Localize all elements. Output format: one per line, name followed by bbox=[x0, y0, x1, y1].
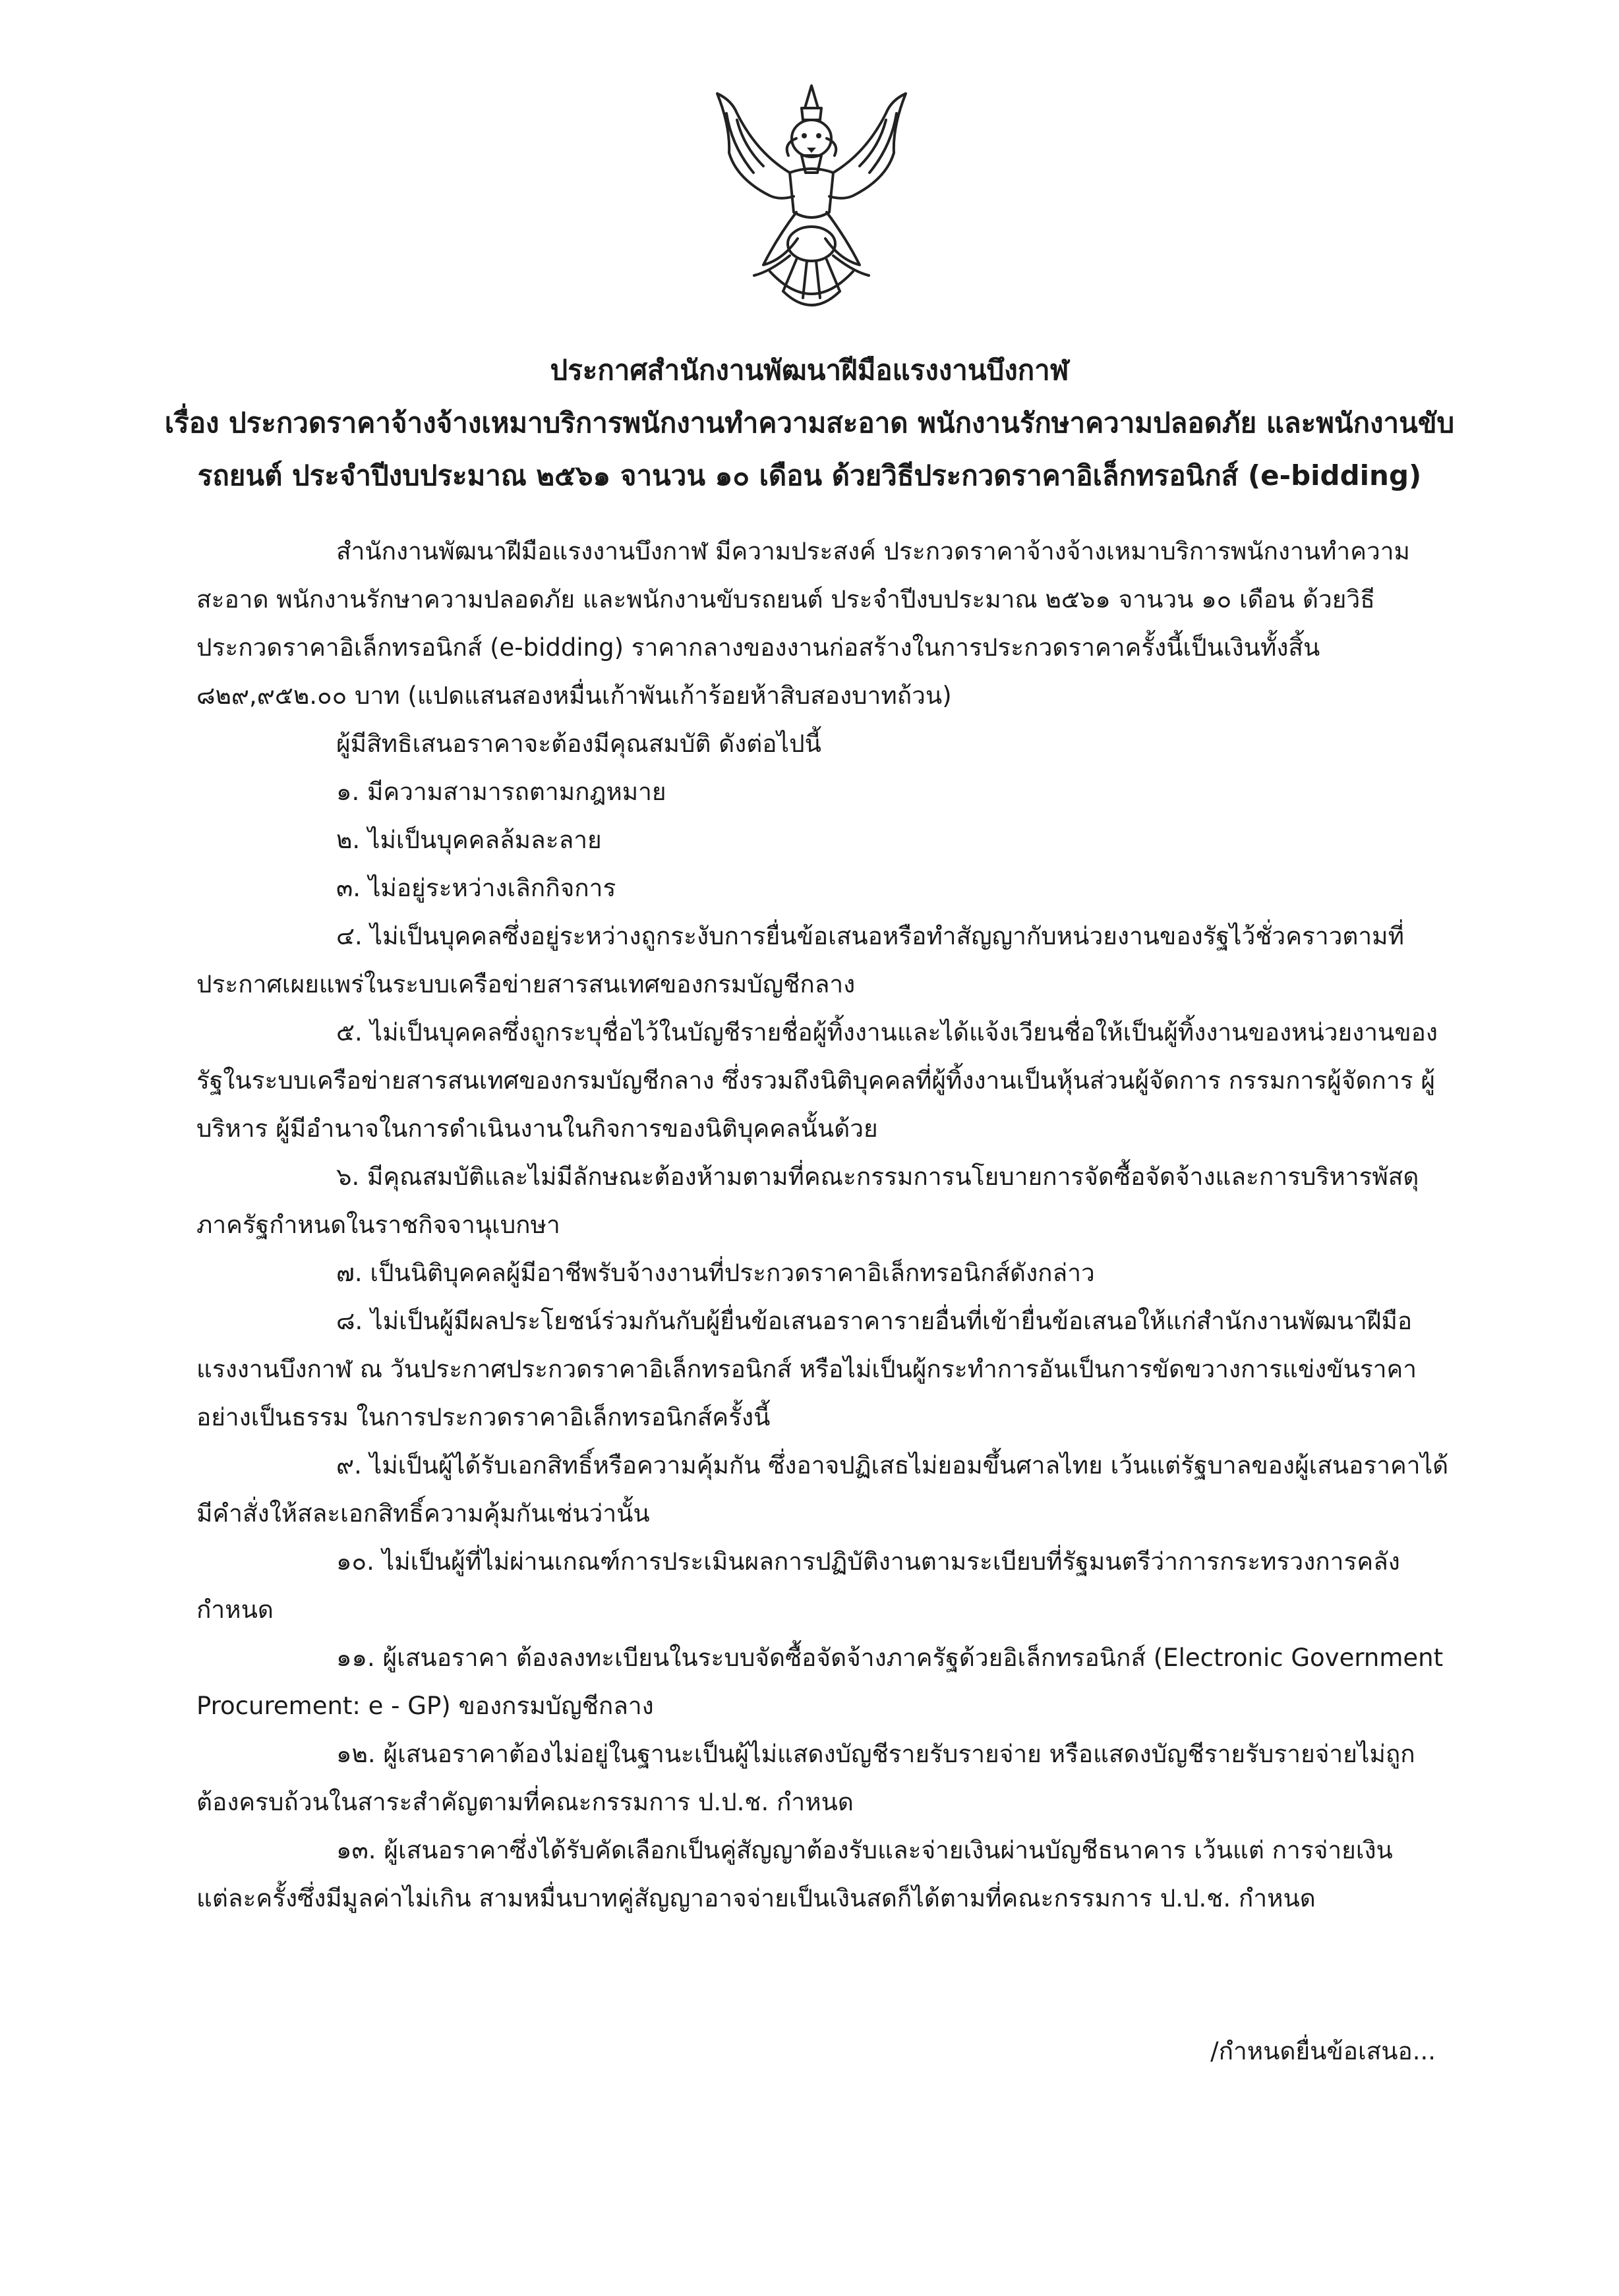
qualification-item: ๑. มีความสามารถตามกฎหมาย bbox=[336, 778, 666, 806]
qualification-item: ๔. ไม่เป็นบุคคลซึ่งอยู่ระหว่างถูกระงับการยื่นข้อเสนอหรือทำสัญญากับหน่วยงานของรัฐไว้ชั่วคราวตามที่ประกาศเผยแพร่ในระบบเครือข่ายสารสนเทศของกรมบัญชีกลาง bbox=[196, 922, 1404, 998]
qualification-item: ๗. เป็นนิติบุคคลผู้มีอาชีพรับจ้างงานที่ประกวดราคาอิเล็กทรอนิกส์ดังกล่าว bbox=[336, 1259, 1095, 1287]
subject-line: เรื่อง ประกวดราคาจ้างจ้างเหมาบริการพนักงานทำความสะอาด พนักงานรักษาความปลอดภัย และพนักงานขับ bbox=[164, 407, 1455, 439]
qualifications-intro: ผู้มีสิทธิเสนอราคาจะต้องมีคุณสมบัติ ดังต่อไปนี้ bbox=[336, 730, 821, 758]
qualification-item: ๒. ไม่เป็นบุคคลล้มละลาย bbox=[336, 826, 602, 854]
intro-paragraph: สำนักงานพัฒนาฝีมือแรงงานบึงกาฬ มีความประสงค์ ประกวดราคาจ้างจ้างเหมาบริการพนักงานทำความสะอาด พนักงานรักษาความปลอดภัย และพนักงานขับรถยนต์ ประจำปีงบประมาณ ๒๕๖๑ จานวน ๑๐ เดือน ด้วยวิธีประกวดราคาอิเล็กทรอนิกส์ (e-bidding) ราคากลางของงานก่อสร้างในการประกวดราคาครั้งนี้เป็นเงินทั้งสิ้น ๘๒๙,๙๕๒.๐๐ บาท (แปดแสนสองหมื่นเก้าพันเก้าร้อยห้าสิบสองบาทถ้วน) bbox=[196, 537, 1410, 710]
qualification-item: ๓. ไม่อยู่ระหว่างเลิกกิจการ bbox=[336, 874, 616, 902]
document-title: ประกาศสำนักงานพัฒนาฝีมือแรงงานบึงกาฬ bbox=[550, 354, 1069, 386]
subject-line: รถยนต์ ประจำปีงบประมาณ ๒๕๖๑ จานวน ๑๐ เดือน ด้วยวิธีประกวดราคาอิเล็กทรอนิกส์ (e-bidding) bbox=[197, 459, 1422, 492]
garuda-emblem-icon bbox=[691, 74, 932, 320]
qualification-item: ๘. ไม่เป็นผู้มีผลประโยชน์ร่วมกันกับผู้ยื่นข้อเสนอราคารายอื่นที่เข้ายื่นข้อเสนอให้แก่สำนักงานพัฒนาฝีมือแรงงานบึงกาฬ ณ วันประกาศประกวดราคาอิเล็กทรอนิกส์ หรือไม่เป็นผู้กระทำการอันเป็นการขัดขวางการแข่งขันราคาอย่างเป็นธรรม ในการประกวดราคาอิเล็กทรอนิกส์ครั้งนี้ bbox=[196, 1307, 1417, 1431]
qualification-item: ๑๐. ไม่เป็นผู้ที่ไม่ผ่านเกณฑ์การประเมินผลการปฏิบัติงานตามระเบียบที่รัฐมนตรีว่าการกระทรวงการคลังกำหนด bbox=[196, 1547, 1400, 1624]
qualification-item: ๙. ไม่เป็นผู้ได้รับเอกสิทธิ์หรือความคุ้มกัน ซึ่งอาจปฏิเสธไม่ยอมขึ้นศาลไทย เว้นแต่รัฐบาลของผู้เสนอราคาได้มีคำสั่งให้สละเอกสิทธิ์ความคุ้มกันเช่นว่านั้น bbox=[196, 1451, 1449, 1528]
header bbox=[0, 344, 1619, 502]
qualification-item: ๑๑. ผู้เสนอราคา ต้องลงทะเบียนในระบบจัดซื้อจัดจ้างภาครัฐด้วยอิเล็กทรอนิกส์ (Electronic Government Procurement: e - GP) ของกรมบัญชีกลาง bbox=[196, 1644, 1444, 1720]
qualification-item: ๑๒. ผู้เสนอราคาต้องไม่อยู่ในฐานะเป็นผู้ไม่แสดงบัญชีรายรับรายจ่าย หรือแสดงบัญชีรายรับรายจ่ายไม่ถูกต้องครบถ้วนในสาระสำคัญตามที่คณะกรรมการ ป.ป.ช. กำหนด bbox=[196, 1740, 1415, 1816]
qualification-item: ๑๓. ผู้เสนอราคาซึ่งได้รับคัดเลือกเป็นคู่สัญญาต้องรับและจ่ายเงินผ่านบัญชีธนาคาร เว้นแต่ การจ่ายเงินแต่ละครั้งซึ่งมีมูลค่าไม่เกิน สามหมื่นบาทคู่สัญญาอาจจ่ายเป็นเงินสดก็ได้ตามที่คณะกรรมการ ป.ป.ช. กำหนด bbox=[196, 1836, 1393, 1912]
continuation-note: /กำหนดยื่นข้อเสนอ... bbox=[1210, 2037, 1436, 2065]
qualification-item: ๕. ไม่เป็นบุคคลซึ่งถูกระบุชื่อไว้ในบัญชีรายชื่อผู้ทิ้งงานและได้แจ้งเวียนชื่อให้เป็นผู้ทิ้งงานของหน่วยงานของรัฐในระบบเครือข่ายสารสนเทศของกรมบัญชีกลาง ซึ่งรวมถึงนิติบุคคลที่ผู้ทิ้งงานเป็นหุ้นส่วนผู้จัดการ กรรมการผู้จัดการ ผู้บริหาร ผู้มีอำนาจในการดำเนินงานในกิจการของนิติบุคคลนั้นด้วย bbox=[196, 1018, 1438, 1143]
qualification-item: ๖. มีคุณสมบัติและไม่มีลักษณะต้องห้ามตามที่คณะกรรมการนโยบายการจัดซื้อจัดจ้างและการบริหารพัสดุภาครัฐกำหนดในราชกิจจานุเบกษา bbox=[196, 1162, 1419, 1239]
announcement-body bbox=[196, 527, 1449, 1922]
